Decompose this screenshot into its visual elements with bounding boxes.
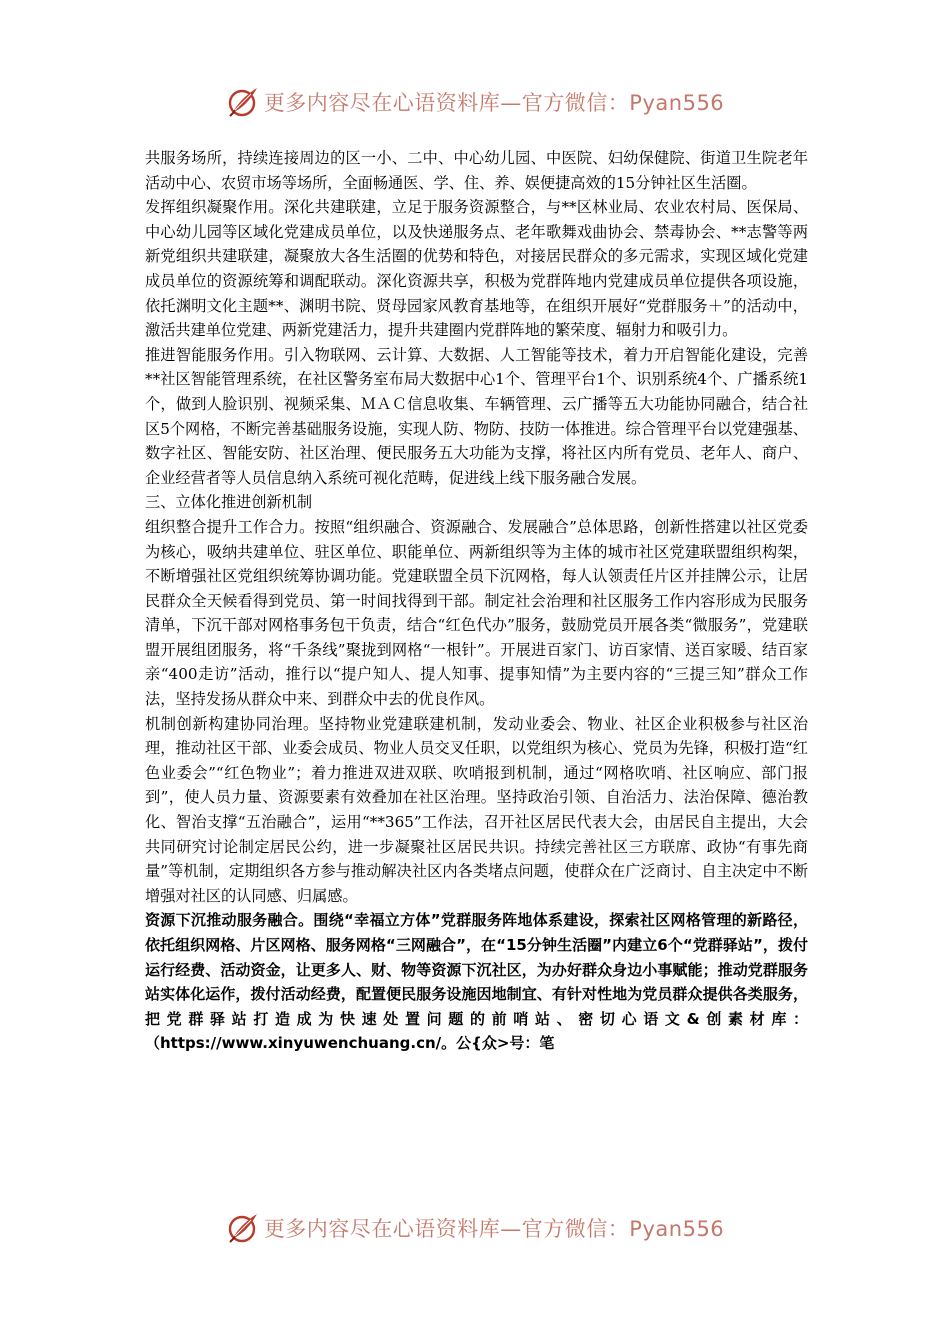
quill-logo-icon xyxy=(226,1211,260,1245)
paragraph: 发挥组织凝聚作用。深化共建联建，立足于服务资源整合，与**区林业局、农业农村局、医保局、中心幼儿园等区域化党建成员单位，以及快递服务点、老年歌舞戏曲协会、禁毒协会、**志警等两新党组织共建联建，凝聚放大各生活圈的优势和特色，对接居民群众的多元需求，实现区域化党建成员单位的资源统筹和调配联动。深化资源共享，积极为党群阵地内党建成员单位提供各项设施，依托渊明文化主题**、渊明书院、贤母园家风教育基地等，在组织开展好“党群服务＋”的活动中，激活共建单位党建、两新党建活力，提升共建圈内党群阵地的繁荣度、辐射力和吸引力。 xyxy=(145,198,808,340)
footer-watermark xyxy=(0,1208,950,1248)
paragraph: 推进智能服务作用。引入物联网、云计算、大数据、人工智能等技术，着力开启智能化建设，完善**社区智能管理系统，在社区警务室布局大数据中心1个、管理平台1个、识别系统4个、广播系统1个，做到人脸识别、视频采集、ＭＡＣ信息收集、车辆管理、云广播等五大功能协同融合，结合社区5个网格，不断完善基础服务设施，实现人防、物防、技防一体推进。综合管理平台以党建强基、数字社区、智能安防、社区治理、便民服务五大功能为支撑，将社区内所有党员、老年人、商户、企业经营者等人员信息纳入系统可视化范畴，促进线上线下服务融合发展。 xyxy=(145,345,808,487)
watermark-text: 更多内容尽在心语资料库—官方微信：Pyan556 xyxy=(263,1217,725,1241)
watermark-text: 更多内容尽在心语资料库—官方微信：Pyan556 xyxy=(263,91,725,115)
paragraph: 组织整合提升工作合力。按照“组织融合、资源融合、发展融合”总体思路，创新性搭建以社区党委为核心，吸纳共建单位、驻区单位、职能单位、两新组织等为主体的城市社区党建联盟组织构架，不断增强社区党组织统筹协调功能。党建联盟全员下沉网格，每人认领责任片区并挂牌公示，让居民群众全天候看得到党员、第一时间找得到干部。制定社会治理和社区服务工作内容形成为民服务清单，下沉干部对网格事务包干负责，结合“红色代办”服务，鼓励党员开展各类“微服务”，党建联盟开展组团服务，将“千条线”聚拢到网格“一根针”。开展进百家门、访百家情、送百家暖、结百家亲“400走访”活动，推行以“提户知人、提人知事、提事知情”为主要内容的“三提三知”群众工作法，坚持发扬从群众中来、到群众中去的优良作风。 xyxy=(145,517,808,709)
section-heading: 三、立体化推进创新机制 xyxy=(145,493,313,512)
quill-logo-icon xyxy=(226,85,260,119)
paragraph: 共服务场所，持续连接周边的区一小、二中、中心幼儿园、中医院、妇幼保健院、街道卫生院老年活动中心、农贸市场等场所，全面畅通医、学、住、养、娱便捷高效的15分钟社区生活圈。 xyxy=(145,149,808,192)
header-watermark xyxy=(0,82,950,122)
paragraph-bold: 资源下沉推动服务融合。围绕“幸福立方体”党群服务阵地体系建设，探索社区网格管理的新路径，依托组织网格、片区网格、服务网格“三网融合”，在“15分钟生活圈”内建立6个“党群驿站”，拨付运行经费、活动资金，让更多人、财、物等资源下沉社区，为办好群众身边小事赋能；推动党群服务站实体化运作，拨付活动经费，配置便民服务设施因地制宜、有针对性地为党员群众提供各类服务，把党群驿站打造成为快速处置问题的前哨站、密切心语文&创素材库：（https://www.xinyuwenchuang.cn/。公{众>号：笔 xyxy=(145,911,808,1053)
document-body xyxy=(145,146,808,1056)
paragraph: 机制创新构建协同治理。坚持物业党建联建机制，发动业委会、物业、社区企业积极参与社区治理，推动社区干部、业委会成员、物业人员交叉任职，以党组织为核心、党员为先锋，积极打造“红色业委会”“红色物业”；着力推进双进双联、吹哨报到机制，通过“网格吹哨、社区响应、部门报到”，使人员力量、资源要素有效叠加在社区治理。坚持政治引领、自治活力、法治保障、德治教化、智治支撑“五治融合”，运用“**365”工作法，召开社区居民代表大会，由居民自主提出，大会共同研究讨论制定居民公约，进一步凝聚社区居民共识。持续完善社区三方联席、政协“有事先商量”等机制，定期组织各方参与推动解决社区内各类堵点问题，使群众在广泛商讨、自主决定中不断增强对社区的认同感、归属感。 xyxy=(145,714,808,905)
